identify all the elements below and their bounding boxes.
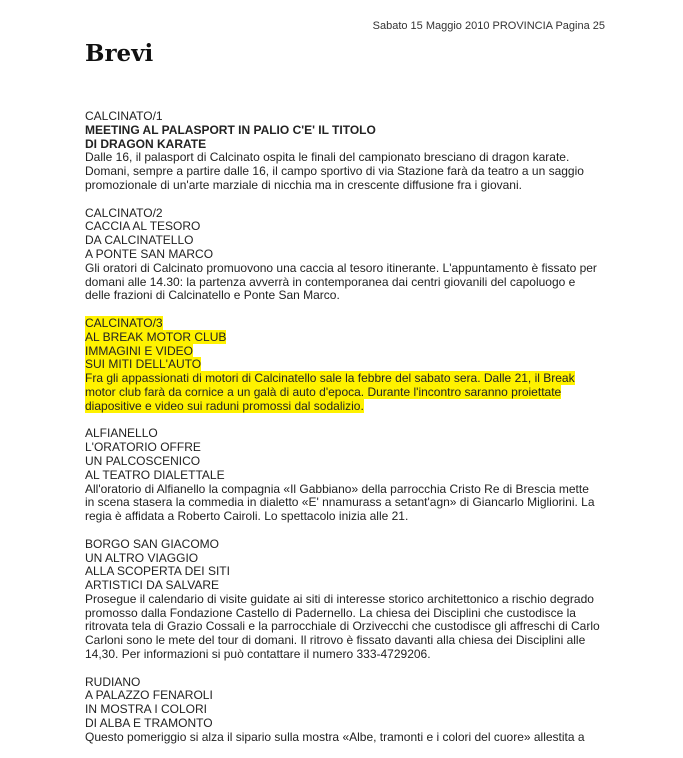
article-rudiano — [85, 676, 605, 745]
article-headline-line: IN MOSTRA I COLORI — [85, 702, 208, 717]
article-body-line: Gli oratori di Calcinato promuovono una caccia al tesoro itinerante. L'appuntamento è fissato per — [85, 260, 597, 275]
article-headline-line: A PALAZZO FENAROLI — [85, 688, 213, 703]
article-body-line: Fra gli appassionati di motori di Calcinatello sale la febbre del sabato sera. Dalle 21, il Break — [85, 371, 575, 386]
article-body-line: delle frazioni di Calcinatello e Ponte San Marco. — [85, 288, 340, 303]
article-calcinato-2 — [85, 207, 605, 304]
article-place: CALCINATO/2 — [85, 205, 163, 220]
article-headline-line: AL TEATRO DIALETTALE — [85, 467, 225, 482]
article-headline-line: DI DRAGON KARATE — [85, 136, 207, 151]
article-headline-line: IMMAGINI E VIDEO — [85, 343, 194, 358]
article-calcinato-1 — [85, 110, 605, 193]
article-body-line: Dalle 16, il palasport di Calcinato ospita le finali del campionato bresciano di dragon karate. — [85, 150, 570, 165]
article-borgo-san-giacomo — [85, 538, 605, 662]
article-place: BORGO SAN GIACOMO — [85, 536, 220, 551]
article-headline-line: DI ALBA E TRAMONTO — [85, 716, 213, 731]
article-headline-line: AL BREAK MOTOR CLUB — [85, 329, 227, 344]
article-headline-line: MEETING AL PALASPORT IN PALIO C'E' IL TITOLO — [85, 122, 376, 137]
article-place: RUDIANO — [85, 674, 141, 689]
article-headline-line: ALLA SCOPERTA DEI SITI — [85, 564, 230, 579]
article-body-line: regia è affidata a Roberto Cairoli. Lo spettacolo inizia alle 21. — [85, 509, 409, 524]
article-body-line: Carloni sono le mete del tour di domani. Il ritrovo è fissato davanti alla chiesa dei Disciplini alle — [85, 633, 586, 648]
article-body-line: Domani, sempre a partire dalle 16, il campo sportivo di via Stazione farà da teatro a un saggio — [85, 164, 584, 179]
article-alfianello — [85, 427, 605, 524]
article-body-line: promosso dalla Fondazione Castello di Padernello. La chiesa dei Disciplini che custodisce la — [85, 605, 576, 620]
article-headline-line: A PONTE SAN MARCO — [85, 246, 214, 261]
article-headline-line: DA CALCINATELLO — [85, 233, 194, 248]
article-headline-line: CACCIA AL TESORO — [85, 219, 201, 234]
article-place: CALCINATO/3 — [85, 315, 163, 330]
article-body-line: All'oratorio di Alfianello la compagnia «Il Gabbiano» della parrocchia Cristo Re di Brescia mette — [85, 481, 589, 496]
article-body-line: Prosegue il calendario di visite guidate ai siti di interesse storico architettonico a rischio degrado — [85, 591, 594, 606]
article-body-line: diapositive e video sui raduni promossi dal sodalizio. — [85, 398, 364, 413]
article-headline-line: ARTISTICI DA SALVARE — [85, 578, 220, 593]
article-calcinato-3-highlighted — [85, 317, 605, 414]
section-title: Brevi — [85, 40, 154, 67]
article-place: ALFIANELLO — [85, 426, 158, 441]
article-headline-line: SUI MITI DELL'AUTO — [85, 357, 202, 372]
page-dateline: Sabato 15 Maggio 2010 PROVINCIA Pagina 25 — [372, 20, 605, 32]
article-body-line: promozionale di un'arte marziale di nicchia ma in crescente diffusione fra i giovani. — [85, 177, 522, 192]
article-headline-line: UN PALCOSCENICO — [85, 453, 201, 468]
article-body-line: 14,30. Per informazioni si può contattare il numero 333-4729206. — [85, 647, 431, 662]
article-body-line: motor club farà da cornice a un galà di auto d'epoca. Durante l'incontro saranno proiettate — [85, 384, 562, 399]
article-headline-line: UN ALTRO VIAGGIO — [85, 550, 199, 565]
article-body-line: in scena stasera la commedia in dialetto «E' nnamurass a setant'agn» di Giancarlo Migliorini. La — [85, 495, 595, 510]
article-body-line: ritrovata tela di Grazio Cossali e la parrocchiale di Orzivecchi che custodisce gli affreschi di Carlo — [85, 619, 600, 634]
article-body-line: Questo pomeriggio si alza il sipario sulla mostra «Albe, tramonti e i colori del cuore» allestita a — [85, 729, 585, 744]
article-body-line: domani alle 14.30: la partenza avverrà in contemporanea dai centri giovanili del capoluogo e — [85, 274, 576, 289]
articles-column — [85, 110, 605, 758]
article-place: CALCINATO/1 — [85, 109, 163, 123]
article-headline-line: L'ORATORIO OFFRE — [85, 440, 201, 455]
